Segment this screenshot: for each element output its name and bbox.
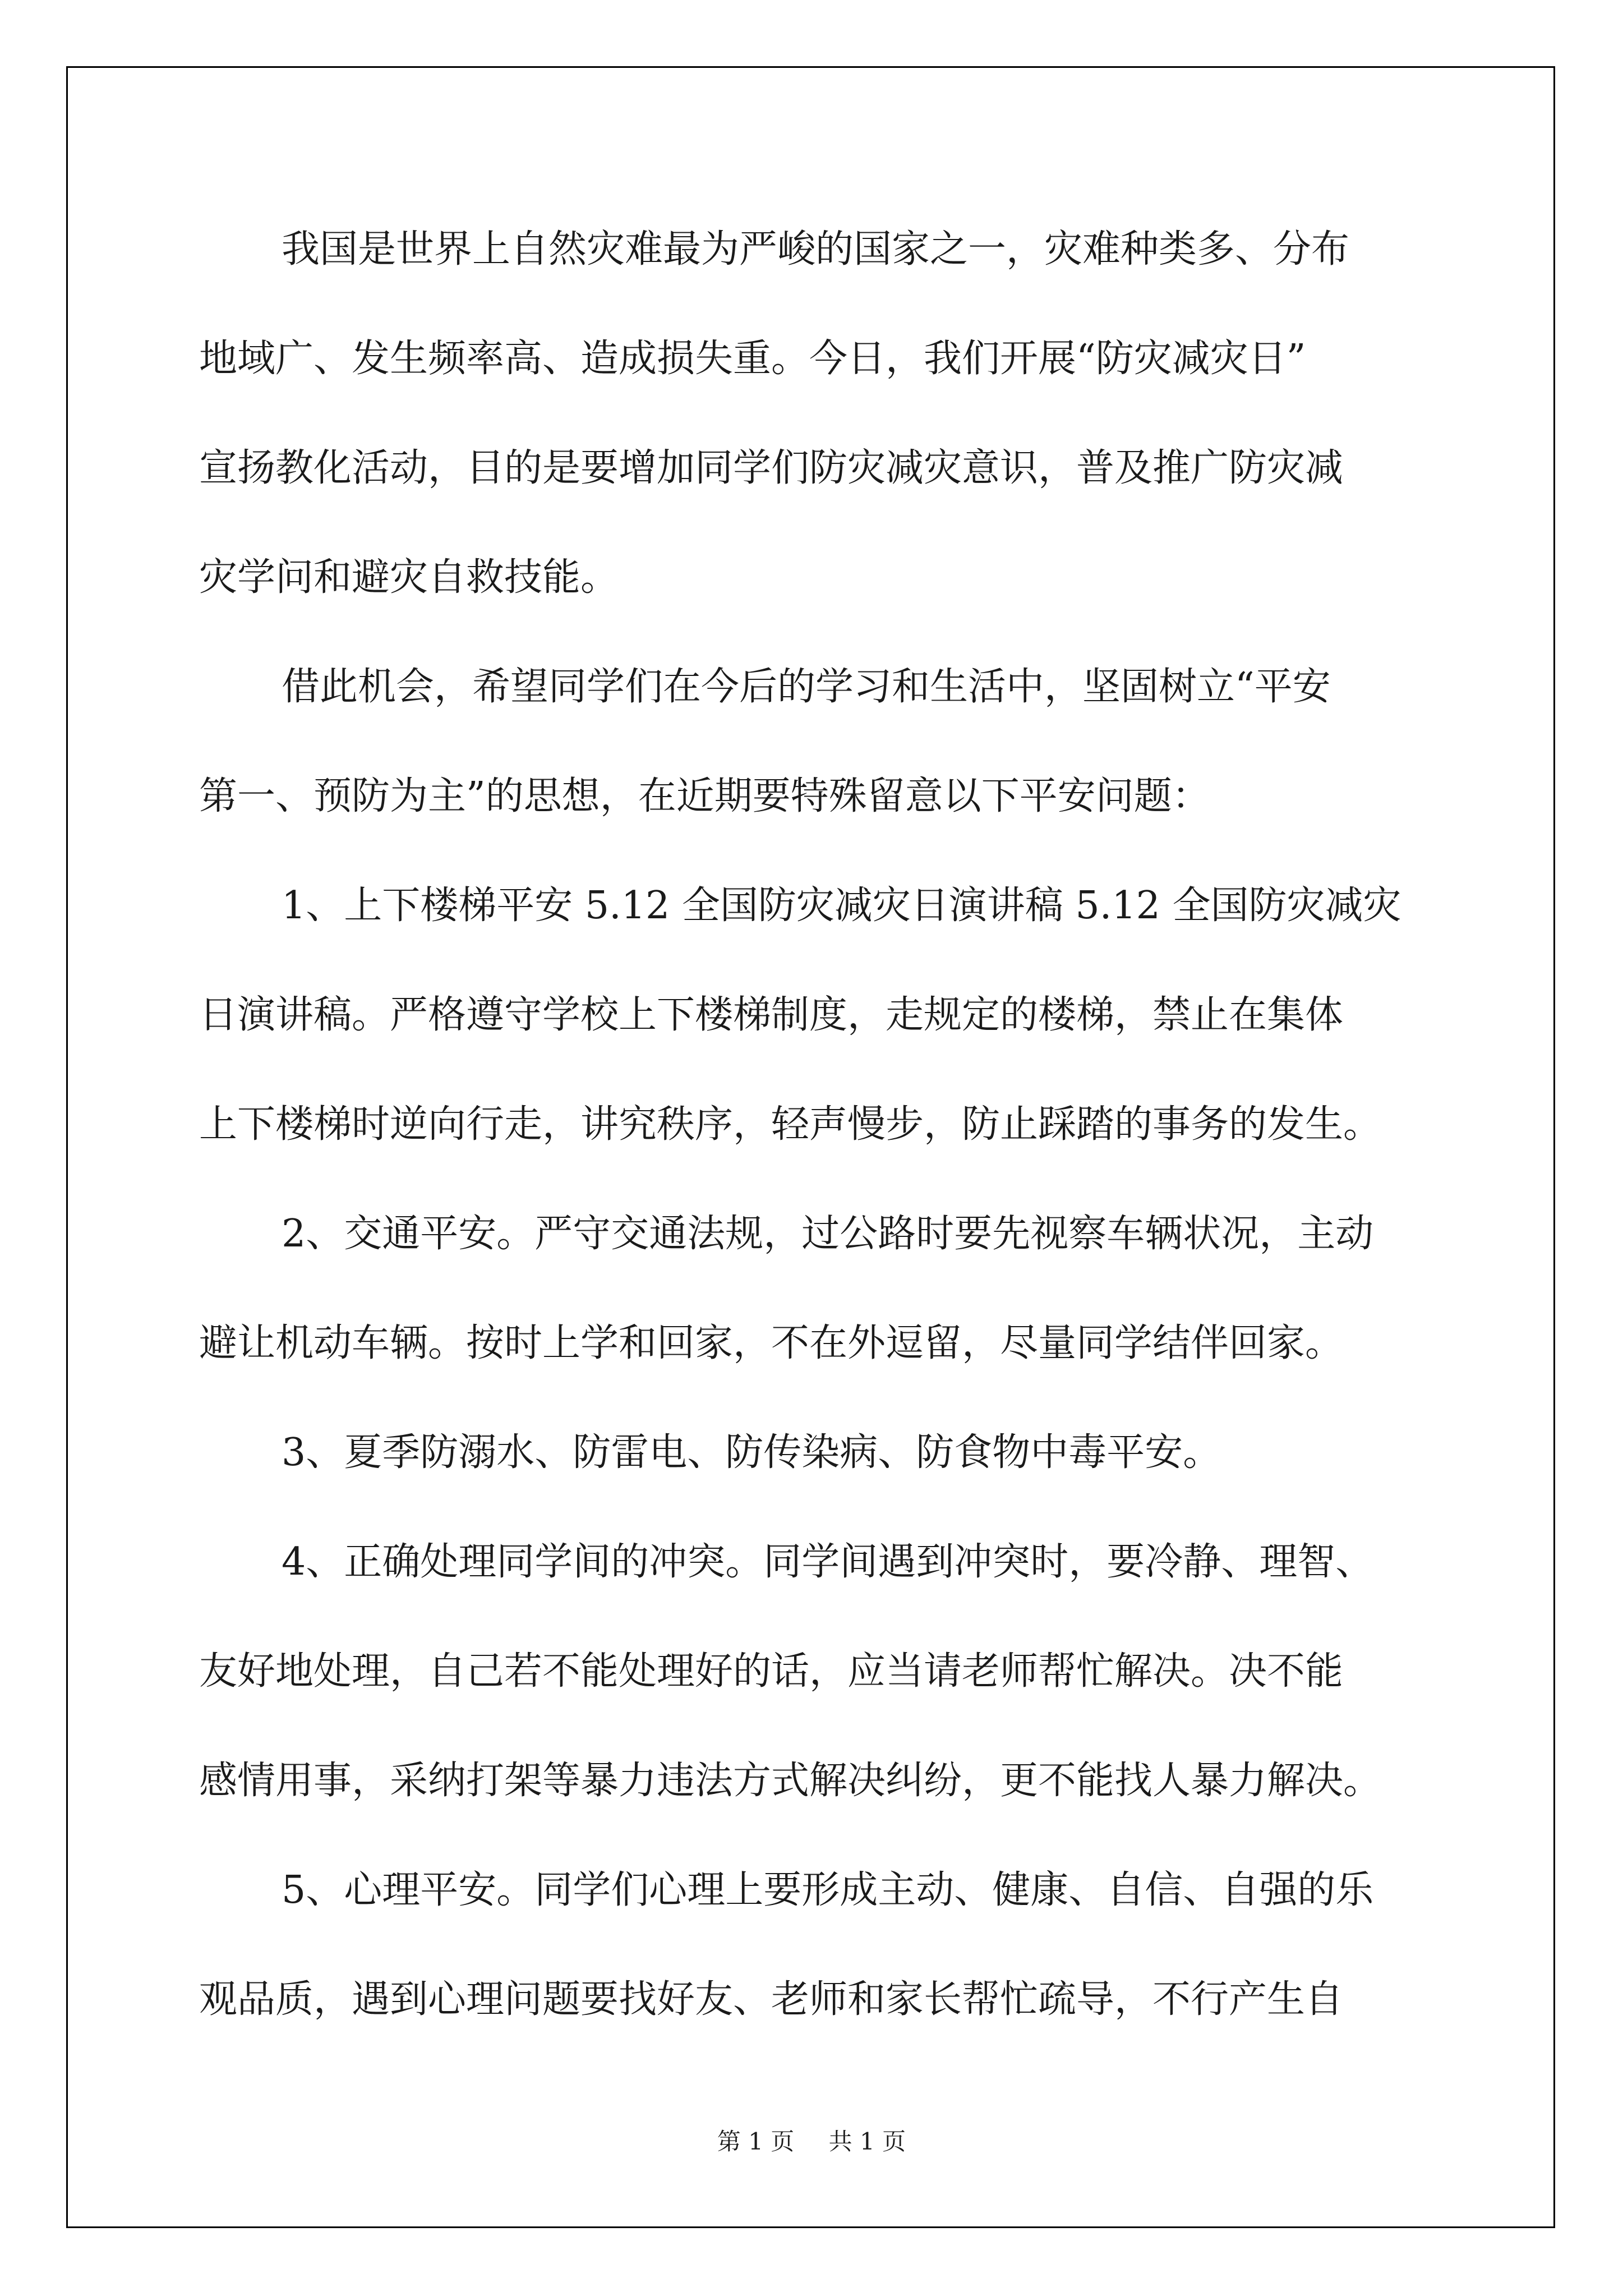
paragraph-line: 灾学问和避灾自救技能。 <box>199 555 619 600</box>
paragraph-line: 借此机会，希望同学们在今后的学习和生活中，坚固树立“平安 <box>282 665 1331 709</box>
paragraph-line: 友好地处理，自己若不能处理好的话，应当请老师帮忙解决。决不能 <box>199 1649 1344 1694</box>
paragraph-line: 上下楼梯时逆向行走，讲究秩序，轻声慢步，防止踩踏的事务的发生。 <box>199 1102 1382 1147</box>
page-number: 第 1 页 <box>717 2128 795 2155</box>
paragraph-line: 地域广、发生频率高、造成损失重。今日，我们开展“防灾减灾日” <box>199 337 1306 381</box>
paragraph-line: 4、正确处理同学间的冲突。同学间遇到冲突时，要冷静、理智、 <box>282 1540 1374 1584</box>
paragraph-line: 日演讲稿。严格遵守学校上下楼梯制度，走规定的楼梯，禁止在集体 <box>199 993 1344 1037</box>
page-total: 共 1 页 <box>828 2128 906 2155</box>
paragraph-line: 避让机动车辆。按时上学和回家，不在外逗留，尽量同学结伴回家。 <box>199 1321 1344 1365</box>
paragraph-line: 5、心理平安。同学们心理上要形成主动、健康、自信、自强的乐 <box>282 1868 1374 1912</box>
paragraph-line: 感情用事，采纳打架等暴力违法方式解决纠纷，更不能找人暴力解决。 <box>199 1759 1382 1803</box>
paragraph-line: 第一、预防为主”的思想，在近期要特殊留意以下平安问题： <box>199 774 1210 818</box>
paragraph-line: 我国是世界上自然灾难最为严峻的国家之一，灾难种类多、分布 <box>282 227 1350 272</box>
paragraph-line: 宣扬教化活动，目的是要增加同学们防灾减灾意识，普及推广防灾减 <box>199 446 1344 490</box>
page-footer <box>0 2126 1623 2157</box>
paragraph-line: 观品质，遇到心理问题要找好友、老师和家长帮忙疏导，不行产生自 <box>199 1977 1344 2022</box>
paragraph-line: 3、夏季防溺水、防雷电、防传染病、防食物中毒平安。 <box>282 1430 1221 1475</box>
paragraph-line: 2、交通平安。严守交通法规，过公路时要先视察车辆状况，主动 <box>282 1212 1374 1256</box>
paragraph-line: 1、上下楼梯平安 5.12 全国防灾减灾日演讲稿 5.12 全国防灾减灾 <box>282 884 1401 928</box>
